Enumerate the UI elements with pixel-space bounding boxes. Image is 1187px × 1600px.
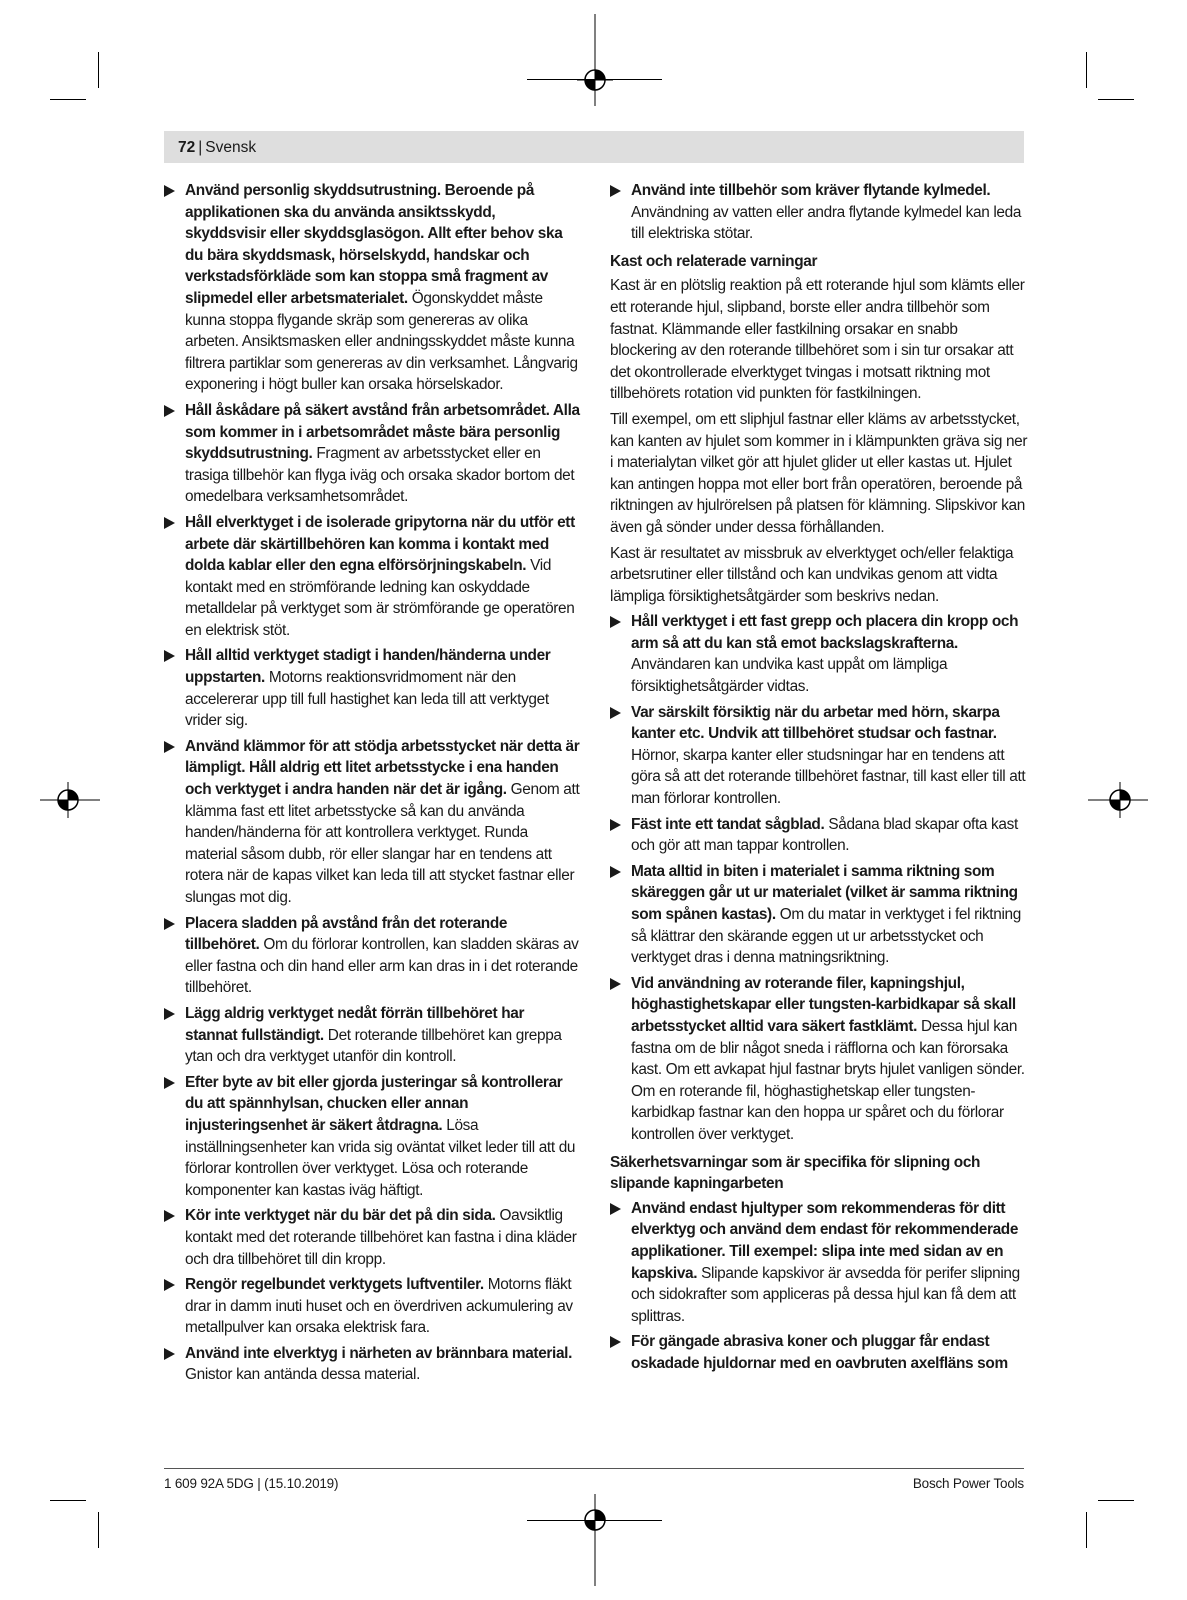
bullet-arrow-icon	[164, 741, 175, 753]
bullet-arrow-icon	[164, 517, 175, 529]
warning-text: Användaren kan undvika kast uppåt om lämpliga försiktighetsåtgärder vidtas.	[631, 656, 948, 696]
warning-lead: Var särskilt försiktig när du arbetar med hörn, skarpa kanter etc. Undvik att tillbehöret studsar och fastnar.	[631, 703, 1000, 743]
warning-text: Det roterande tillbehöret kan greppa ytan och dra verktyget utanför din kontroll.	[185, 1026, 562, 1066]
warning-text: Lösa inställningsenheter kan vrida sig oväntat vilket leder till att du förlorar kontrollen över verktyget. Lösa och roterande komponenter kan kastas iväg häftigt.	[185, 1116, 576, 1199]
bullet-arrow-icon	[610, 866, 621, 878]
warning-item	[164, 1343, 580, 1386]
warning-item	[164, 1205, 580, 1270]
crop-mark	[98, 1512, 99, 1548]
bullet-arrow-icon	[164, 1279, 175, 1291]
section-heading: Kast och relaterade varningar	[610, 252, 818, 270]
warning-text: Vid kontakt med en strömförande ledning kan oskyddade metalldelar på verktyget som är strömförande ge operatören en elektrisk stöt.	[185, 557, 575, 639]
warning-lead: Vid användning av roterande filer, kapningshjul, höghastighetskapar eller tungsten-karbidkapar så skall arbetsstycket alltid vara säkert fastklämt.	[631, 974, 1016, 1035]
warning-text: Genom att klämma fast ett litet arbetsstycke så kan du använda handen/händerna för att kontrollera verktyget. Runda material såsom dubb, rör eller slangar har en tendens att rotera när de kapas vilket kan leda till att stycket fastnar eller slungas mot dig.	[185, 781, 580, 906]
warning-lead: Mata alltid in biten i materialet i samma riktning som skäreggen går ut ur materialet (vilket är samma riktning som spånen kastas).	[631, 862, 1018, 923]
warning-lead: Håll åskådare på säkert avstånd från arbetsområdet. Alla som kommer in i arbetsområdet måste bära personlig skyddsutrustning.	[185, 401, 580, 463]
warning-lead: Håll elverktyget i de isolerade gripytorna när du utför ett arbete där skärtillbehören kan komma i kontakt med dolda kablar eller den egna elförsörjningskabeln.	[185, 513, 575, 575]
registration-mark-icon	[40, 782, 100, 818]
warning-item	[164, 512, 580, 642]
warning-lead: Rengör regelbundet verktygets luftventiler.	[185, 1276, 484, 1294]
warning-item	[610, 180, 1028, 245]
warning-text: Ögonskyddet måste kunna stoppa flygande skräp som genereras av olika arbeten. Ansiktsmasken eller andningsskyddet måste kunna filtrera partiklar som genereras av din verksamhet. Långvarig exponering i högt buller kan orsaka hörselskador.	[185, 289, 578, 394]
body-paragraph: Kast är resultatet av missbruk av elverktyget och/eller felaktiga arbetsrutiner eller tillstånd och kan undvikas genom att vidta lämpliga försiktighetsåtgärder som beskrivs nedan.	[610, 544, 1014, 605]
warning-item	[164, 1072, 580, 1202]
warning-lead: Håll alltid verktyget stadigt i handen/händerna under uppstarten.	[185, 647, 551, 687]
warning-lead: Använd klämmor för att stödja arbetsstycket när detta är lämpligt. Håll aldrig ett litet arbetsstycke i ena handen och verktyget i andra handen när det är igång.	[185, 737, 580, 799]
page-header	[178, 139, 256, 157]
registration-mark-icon	[577, 14, 613, 106]
bullet-arrow-icon	[164, 1008, 175, 1020]
warning-item	[164, 1003, 580, 1068]
warning-item	[164, 913, 580, 999]
warning-lead: Använd endast hjultyper som rekommenderas för ditt elverktyg och använd dem endast för rekommenderade applikationer. Till exempel: slipa inte med sidan av en kapskiva.	[631, 1199, 1019, 1282]
warning-item	[610, 1198, 1028, 1328]
bullet-arrow-icon	[610, 707, 621, 719]
warning-text: Dessa hjul kan fastna om de blir något sneda i räfflorna och kan förorsaka kast. Om ett avkapat hjul fastnar bryts hjulet vanligen sönder. Om en roterande fil, höghastighetskap eller tungsten-karbidkap fastnar kan den hoppa ur spåret och du förlorar kontrollen över verktyget.	[631, 1017, 1025, 1143]
right-column	[610, 180, 1028, 1378]
crop-mark	[1098, 99, 1134, 100]
crop-mark	[1086, 1512, 1087, 1548]
warning-item	[610, 1331, 1028, 1374]
left-column	[164, 180, 580, 1390]
crop-mark	[527, 79, 662, 80]
bullet-arrow-icon	[164, 1077, 175, 1089]
warning-text: Fragment av arbetsstycket eller en trasiga tillbehör kan flyga iväg och orsaka skador bortom det omedelbara verksamhetsområdet.	[185, 445, 575, 506]
warning-item	[610, 611, 1028, 697]
warning-lead: Fäst inte ett tandat sågblad.	[631, 815, 825, 833]
crop-mark	[50, 1500, 86, 1501]
bullet-arrow-icon	[610, 819, 621, 831]
bullet-arrow-icon	[610, 185, 621, 197]
registration-mark-icon	[577, 1494, 613, 1586]
bullet-arrow-icon	[610, 1203, 621, 1215]
body-paragraph: Till exempel, om ett sliphjul fastnar eller kläms av arbetsstycket, kan kanten av hjulet som kommer in i klämpunkten gräva sig ner i materialytan vilket gör att hjulet glider ut eller kastas ut. Hjulet kan antingen hoppa mot eller bort från operatören, beroende på riktningen av hjulrörelsen på platsen för klämning. Slipskivor kan även gå sönder under dessa förhållanden.	[610, 410, 1028, 536]
header-language: Svensk	[205, 139, 257, 156]
warning-text: Gnistor kan antända dessa material.	[185, 1366, 420, 1384]
warning-text: Användning av vatten eller andra flytande kylmedel kan leda till elektriska stötar.	[631, 203, 1022, 243]
page-number: 72	[178, 139, 196, 156]
bullet-arrow-icon	[164, 185, 175, 197]
footer-brand: Bosch Power Tools	[912, 1476, 1024, 1491]
warning-item	[610, 861, 1028, 969]
crop-mark	[1098, 1500, 1134, 1501]
warning-item	[164, 645, 580, 731]
crop-mark	[98, 52, 99, 88]
bullet-arrow-icon	[164, 1348, 175, 1360]
bullet-arrow-icon	[610, 616, 621, 628]
registration-mark-icon	[1088, 782, 1148, 818]
page-header-bar	[164, 131, 1024, 163]
warning-text: Sådana blad skapar ofta kast och gör att man tappar kontrollen.	[631, 815, 1018, 855]
warning-item	[164, 736, 580, 909]
warning-lead: Håll verktyget i ett fast grepp och placera din kropp och arm så att du kan stå emot backslagskrafterna.	[631, 613, 1019, 652]
warning-item	[164, 180, 580, 396]
warning-text: Motorns fläkt drar in damm inuti huset och en överdriven ackumulering av metallpulver kan orsaka elektrisk fara.	[185, 1276, 573, 1337]
bullet-arrow-icon	[610, 978, 621, 990]
warning-item	[164, 400, 580, 508]
bullet-arrow-icon	[164, 1210, 175, 1222]
bullet-arrow-icon	[164, 918, 175, 930]
warning-lead: Lägg aldrig verktyget nedåt förrän tillbehöret har stannat fullständigt.	[185, 1004, 525, 1044]
warning-lead: Använd inte elverktyg i närheten av brännbara material.	[185, 1344, 573, 1362]
warning-lead: Efter byte av bit eller gjorda justeringar så kontrollerar du att spännhylsan, chucken eller annan injusteringsenhet är säkert åtdragna.	[185, 1073, 563, 1134]
warning-lead: Använd personlig skyddsutrustning. Beroende på applikationen ska du använda ansiktsskydd, skyddsvisir eller skyddsglasögon. Allt efter behov ska du bära skyddsmask, hörselskydd, handskar och verkstadsförkläde som kan stoppa små fragment av slipmedel eller arbetsmaterialet.	[185, 182, 563, 307]
warning-lead: Placera sladden på avstånd från det roterande tillbehöret.	[185, 914, 508, 954]
warning-item	[610, 702, 1028, 810]
bullet-arrow-icon	[164, 650, 175, 662]
warning-text: Slipande kapskivor är avsedda för perifer slipning och sidokrafter som appliceras på dessa hjul kan få dem att splittras.	[631, 1264, 1020, 1325]
header-separator: |	[198, 139, 203, 156]
warning-lead: För gängade abrasiva koner och pluggar får endast oskadade hjuldornar med en oavbruten axelfläns som	[631, 1333, 1008, 1372]
bullet-arrow-icon	[164, 405, 175, 417]
warning-lead: Använd inte tillbehör som kräver flytande kylmedel.	[631, 182, 991, 199]
warning-item	[610, 973, 1028, 1146]
warning-item	[610, 814, 1028, 857]
warning-lead: Kör inte verktyget när du bär det på din sida.	[185, 1207, 496, 1225]
warning-text: Om du förlorar kontrollen, kan sladden skäras av eller fastna och din hand eller arm kan dras in i det roterande tillbehöret.	[185, 936, 579, 997]
crop-mark	[527, 1520, 662, 1521]
warning-text: Om du matar in verktyget i fel riktning så klättrar den skärande eggen ut ur arbetsstycket och verktyget dras i denna matningsriktning.	[631, 906, 1021, 967]
crop-mark	[50, 99, 86, 100]
warning-text: Hörnor, skarpa kanter eller studsningar har en tendens att göra så att det roterande tillbehöret fastnar, till kast eller till att man förlorar kontrollen.	[631, 746, 1026, 808]
body-paragraph: Kast är en plötslig reaktion på ett roterande hjul som klämts eller ett roterande hjul, slipband, borste eller andra tillbehör som fastnat. Klämmande eller fastkilning orsakar en snabb blockering av den roterande tillbehöret som i sin tur orsakar att det okontrollerade elverktyget tvingas i motsatt riktning mot tillbehörets rotation vid punkten för fastkilningen.	[610, 277, 1025, 403]
crop-mark	[1086, 52, 1087, 88]
footer-document-number: 1 609 92A 5DG | (15.10.2019)	[164, 1476, 339, 1491]
warning-text: Oavsiktlig kontakt med det roterande tillbehöret kan fastna i dina kläder och dra tillbehöret till din kropp.	[185, 1207, 577, 1268]
warning-text: Motorns reaktionsvridmoment när den accelererar upp till full hastighet kan leda till att verktyget vrider sig.	[185, 669, 549, 730]
footer-divider	[164, 1468, 1024, 1469]
warning-item	[164, 1274, 580, 1339]
section-heading: Säkerhetsvarningar som är specifika för slipning och slipande kapningarbeten	[610, 1153, 981, 1193]
bullet-arrow-icon	[610, 1336, 621, 1348]
